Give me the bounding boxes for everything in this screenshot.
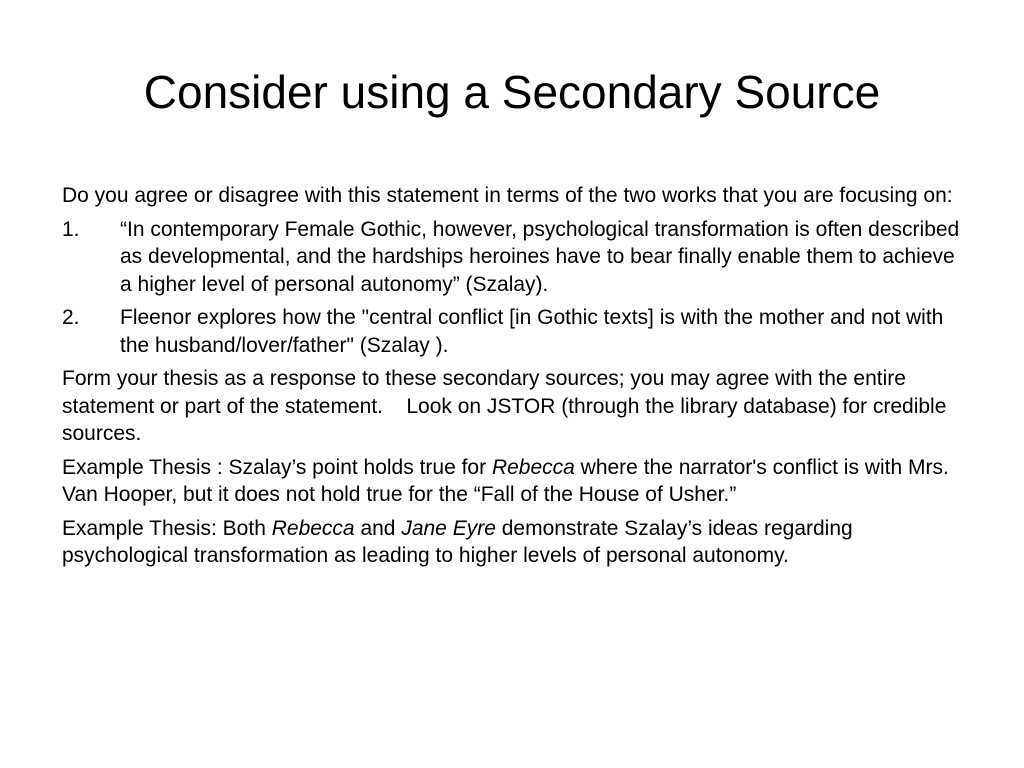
example-thesis-1 xyxy=(62,454,967,509)
example2-italic-title-1: Rebecca xyxy=(271,516,355,540)
example1-before: Example Thesis : Szalay’s point holds true for xyxy=(62,455,492,479)
slide-body xyxy=(62,182,967,576)
example1-after: where the narrator's conflict is with Mrs. Van Hooper, but it does not hold true for the “Fall of the House of Usher.” xyxy=(62,455,949,506)
example1-italic-title: Rebecca xyxy=(491,455,575,479)
example-thesis-2 xyxy=(62,515,967,570)
example2-before: Example Thesis: Both xyxy=(62,516,272,540)
list-item-text: Fleenor explores how the "central conflict [in Gothic texts] is with the mother and not with the husband/lover/father" (Szalay ). xyxy=(120,306,944,357)
list-item-text: “In contemporary Female Gothic, however, psychological transformation is often described as developmental, and the hardships heroines have to bear finally enable them to achieve a higher level of personal autonomy” (Szalay). xyxy=(120,217,960,296)
slide-title: Consider using a Secondary Source xyxy=(143,66,881,118)
form-thesis-text: Form your thesis as a response to these secondary sources; you may agree with the entire statement or part of the statement. Look on JSTOR (through the library database) for credible sources. xyxy=(62,367,953,445)
list-item xyxy=(62,304,967,359)
example2-middle: and xyxy=(354,516,402,540)
intro-paragraph: Do you agree or disagree with this statement in terms of the two works that you are focusing on: xyxy=(62,184,953,207)
example2-italic-title-2: Jane Eyre xyxy=(401,516,496,540)
form-thesis-paragraph xyxy=(62,365,967,448)
list-item xyxy=(62,216,967,299)
example2-after: demonstrate Szalay’s ideas regarding psychological transformation as leading to higher levels of personal autonomy. xyxy=(62,516,853,567)
list-number: 2. xyxy=(62,306,80,329)
list-number: 1. xyxy=(62,217,80,241)
